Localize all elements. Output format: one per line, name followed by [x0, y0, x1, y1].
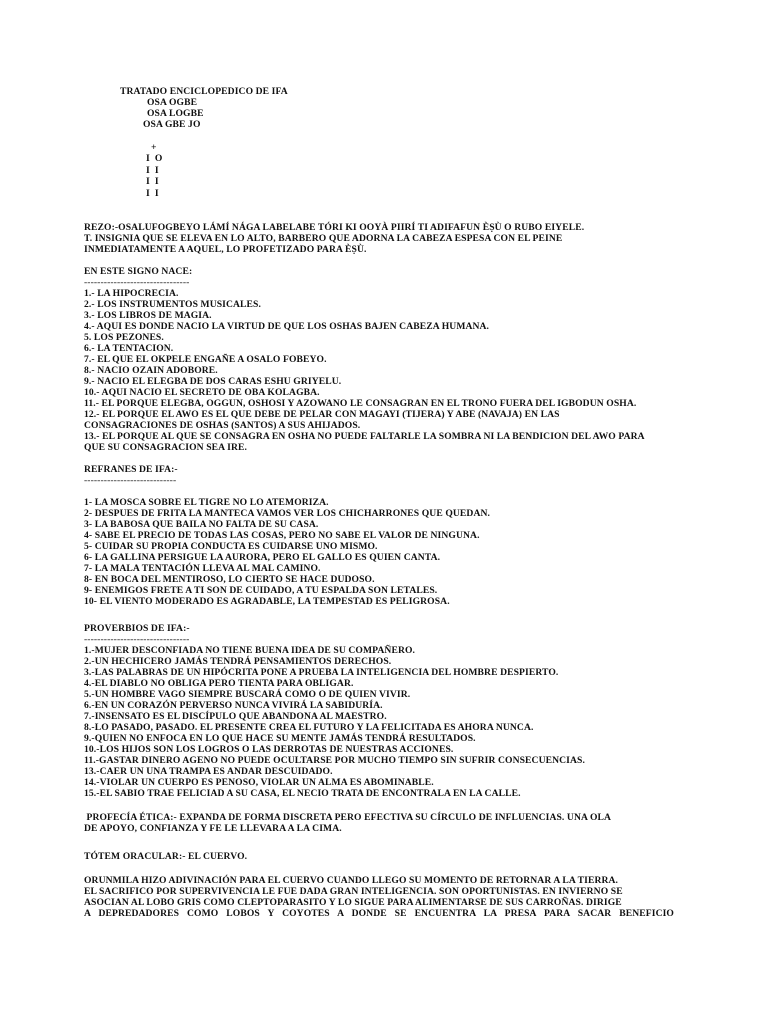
list-item: 10.-LOS HIJOS SON LOS LOGROS O LAS DERROTAS DE NUESTRAS ACCIONES. [84, 744, 454, 755]
sign-row: I I [146, 164, 159, 176]
list-item: 4.-EL DIABLO NO OBLIGA PERO TIENTA PARA OBLIGAR. [84, 678, 354, 689]
proverbios-section [84, 623, 684, 799]
list-item: 12.- EL PORQUE EL AWO ES EL QUE DEBE DE PELAR CON MAGAYI (TIJERA) Y ABE (NAVAJA) EN LAS [84, 409, 560, 420]
rezo-line: REZO:-OSALUFOGBEYO LÁMÍ NÁGA LABELABE TÓRI KI OOYÀ PIIRÍ TI ADIFAFUN ÈṢÙ O RUBO EIYELE. [84, 222, 585, 233]
list-item: 7.-INSENSATO ES EL DISCÍPULO QUE ABANDONA AL MAESTRO. [84, 711, 387, 722]
list-item: 4- SABE EL PRECIO DE TODAS LAS COSAS, PERO NO SABE EL VALOR DE NINGUNA. [84, 530, 480, 541]
refranes-rule: ---------------------------- [84, 475, 177, 486]
nace-section [84, 266, 684, 453]
header-line: OSA LOGBE [147, 108, 204, 119]
sign-mark: + [151, 142, 157, 153]
list-item: 5- CUIDAR SU PROPIA CONDUCTA ES CUIDARSE UNO MISMO. [84, 541, 378, 552]
list-item: 15.-EL SABIO TRAE FELICIAD A SU CASA, EL NECIO TRATA DE ENCONTRALA EN LA CALLE. [84, 788, 521, 799]
list-item: 7.- EL QUE EL OKPELE ENGAÑE A OSALO FOBEYO. [84, 354, 327, 365]
nace-rule: -------------------------------- [84, 277, 190, 288]
sign-row: I O [146, 153, 163, 165]
list-item: 5.-UN HOMBRE VAGO SIEMPRE BUSCARÁ COMO O DE QUIEN VIVIR. [84, 689, 411, 700]
list-item: 6.- LA TENTACION. [84, 343, 174, 354]
refranes-section [84, 464, 684, 607]
list-item: 7- LA MALA TENTACIÓN LLEVA AL MAL CAMINO. [84, 563, 321, 574]
document-title: TRATADO ENCICLOPEDICO DE IFA [120, 86, 288, 97]
list-item: CONSAGRACIONES DE OSHAS (SANTOS) A SUS AHIJADOS. [84, 420, 361, 431]
list-item: QUE SU CONSAGRACION SEA IRE. [84, 442, 247, 453]
header-line: OSA GBE JO [143, 119, 201, 130]
list-item: 2.- LOS INSTRUMENTOS MUSICALES. [84, 299, 261, 310]
list-item: 5. LOS PEZONES. [84, 332, 164, 343]
list-item: 1.- LA HIPOCRECIA. [84, 288, 179, 299]
list-item: 11.- EL PORQUE ELEGBA, OGGUN, OSHOSI Y AZOWANO LE CONSAGRAN EN EL TRONO FUERA DEL IGBODUN OSHA. [84, 398, 637, 409]
totem-section [84, 851, 684, 862]
list-item: 14.-VIOLAR UN CUERPO ES PENOSO, VIOLAR UN ALMA ES ABOMINABLE. [84, 777, 434, 788]
nace-heading: EN ESTE SIGNO NACE: [84, 266, 193, 277]
list-item: 8.- NACIO OZAIN ADOBORE. [84, 365, 218, 376]
document-header [120, 86, 288, 130]
rezo-line: T. INSIGNIA QUE SE ELEVA EN LO ALTO, BARBERO QUE ADORNA LA CABEZA ESPESA CON EL PEINE [84, 233, 563, 244]
list-item: 1- LA MOSCA SOBRE EL TIGRE NO LO ATEMORIZA. [84, 497, 329, 508]
profecia-line: PROFECÍA ÉTICA:- EXPANDA DE FORMA DISCRETA PERO EFECTIVA SU CÍRCULO DE INFLUENCIAS. UNA OLA [84, 812, 612, 823]
list-item: 13.- EL PORQUE AL QUE SE CONSAGRA EN OSHA NO PUEDE FALTARLE LA SOMBRA NI LA BENDICION DEL AWO PARA [84, 431, 645, 442]
list-item: 2- DESPUES DE FRITA LA MANTECA VAMOS VER LOS CHICHARRONES QUE QUEDAN. [84, 508, 490, 519]
profecia-section [84, 812, 684, 834]
list-item: 4.- AQUI ES DONDE NACIO LA VIRTUD DE QUE LOS OSHAS BAJEN CABEZA HUMANA. [84, 321, 490, 332]
list-item: 10.- AQUI NACIO EL SECRETO DE OBA KOLAGBA. [84, 387, 320, 398]
totem-line: TÓTEM ORACULAR:- EL CUERVO. [84, 851, 248, 862]
list-item: 9.- NACIO EL ELEGBA DE DOS CARAS ESHU GRIYELU. [84, 376, 342, 387]
list-item: 9.-QUIEN NO ENFOCA EN LO QUE HACE SU MENTE JAMÁS TENDRÁ RESULTADOS. [84, 733, 476, 744]
list-item: 13.-CAER UN UNA TRAMPA ES ANDAR DESCUIDADO. [84, 766, 333, 777]
orunmila-line: A DEPREDADORES COMO LOBOS Y COYOTES A DONDE SE ENCUENTRA LA PRESA PARA SACAR BENEFICIO [84, 908, 674, 919]
orunmila-line: ORUNMILA HIZO ADIVINACIÓN PARA EL CUERVO CUANDO LLEGO SU MOMENTO DE RETORNAR A LA TIERRA. [84, 875, 619, 886]
orunmila-line: ASOCIAN AL LOBO GRIS COMO CLEPTOPARASITO Y LO SIGUE PARA ALIMENTARSE DE SUS CARROÑAS. DIRIGE [84, 897, 622, 908]
list-item: 1.-MUJER DESCONFIADA NO TIENE BUENA IDEA DE SU COMPAÑERO. [84, 645, 416, 656]
rezo-line: INMEDIATAMENTE A AQUEL, LO PROFETIZADO PARA ÈṢÙ. [84, 244, 367, 255]
list-item: 11.-GASTAR DINERO AGENO NO PUEDE OCULTARSE POR MUCHO TIEMPO SIN SUFRIR CONSECUENCIAS. [84, 755, 585, 766]
refranes-heading: REFRANES DE IFA:- [84, 464, 178, 475]
sign-row: I I [146, 176, 159, 188]
orunmila-line: EL SACRIFICO POR SUPERVIVENCIA LE FUE DADA GRAN INTELIGENCIA. SON OPORTUNISTAS. EN INVIERNO SE [84, 886, 623, 897]
profecia-line: DE APOYO, CONFIANZA Y FE LE LLEVARA A LA CIMA. [84, 823, 342, 834]
list-item: 8- EN BOCA DEL MENTIROSO, LO CIERTO SE HACE DUDOSO. [84, 574, 375, 585]
list-item: 3.-LAS PALABRAS DE UN HIPÓCRITA PONE A PRUEBA LA INTELIGENCIA DEL HOMBRE DESPIERTO. [84, 667, 559, 678]
sign-row: I I [146, 187, 159, 199]
list-item: 8.-LO PASADO, PASADO. EL PRESENTE CREA EL FUTURO Y LA FELICITADA ES AHORA NUNCA. [84, 722, 534, 733]
orunmila-section [84, 875, 684, 919]
odu-sign [146, 142, 162, 199]
proverbios-rule: -------------------------------- [84, 634, 190, 645]
proverbios-heading: PROVERBIOS DE IFA:- [84, 623, 190, 634]
rezo-section [84, 222, 684, 255]
header-line: OSA OGBE [147, 97, 198, 108]
list-item: 3- LA BABOSA QUE BAILA NO FALTA DE SU CASA. [84, 519, 319, 530]
list-item: 9- ENEMIGOS FRETE A TI SON DE CUIDADO, A TU ESPALDA SON LETALES. [84, 585, 438, 596]
list-item: 10- EL VIENTO MODERADO ES AGRADABLE, LA TEMPESTAD ES PELIGROSA. [84, 596, 450, 607]
list-item: 2.-UN HECHICERO JAMÁS TENDRÁ PENSAMIENTOS DERECHOS. [84, 656, 392, 667]
list-item: 6- LA GALLINA PERSIGUE LA AURORA, PERO EL GALLO ES QUIEN CANTA. [84, 552, 441, 563]
list-item: 6.-EN UN CORAZÓN PERVERSO NUNCA VIVIRÁ LA SABIDURÍA. [84, 700, 383, 711]
list-item: 3.- LOS LIBROS DE MAGIA. [84, 310, 212, 321]
